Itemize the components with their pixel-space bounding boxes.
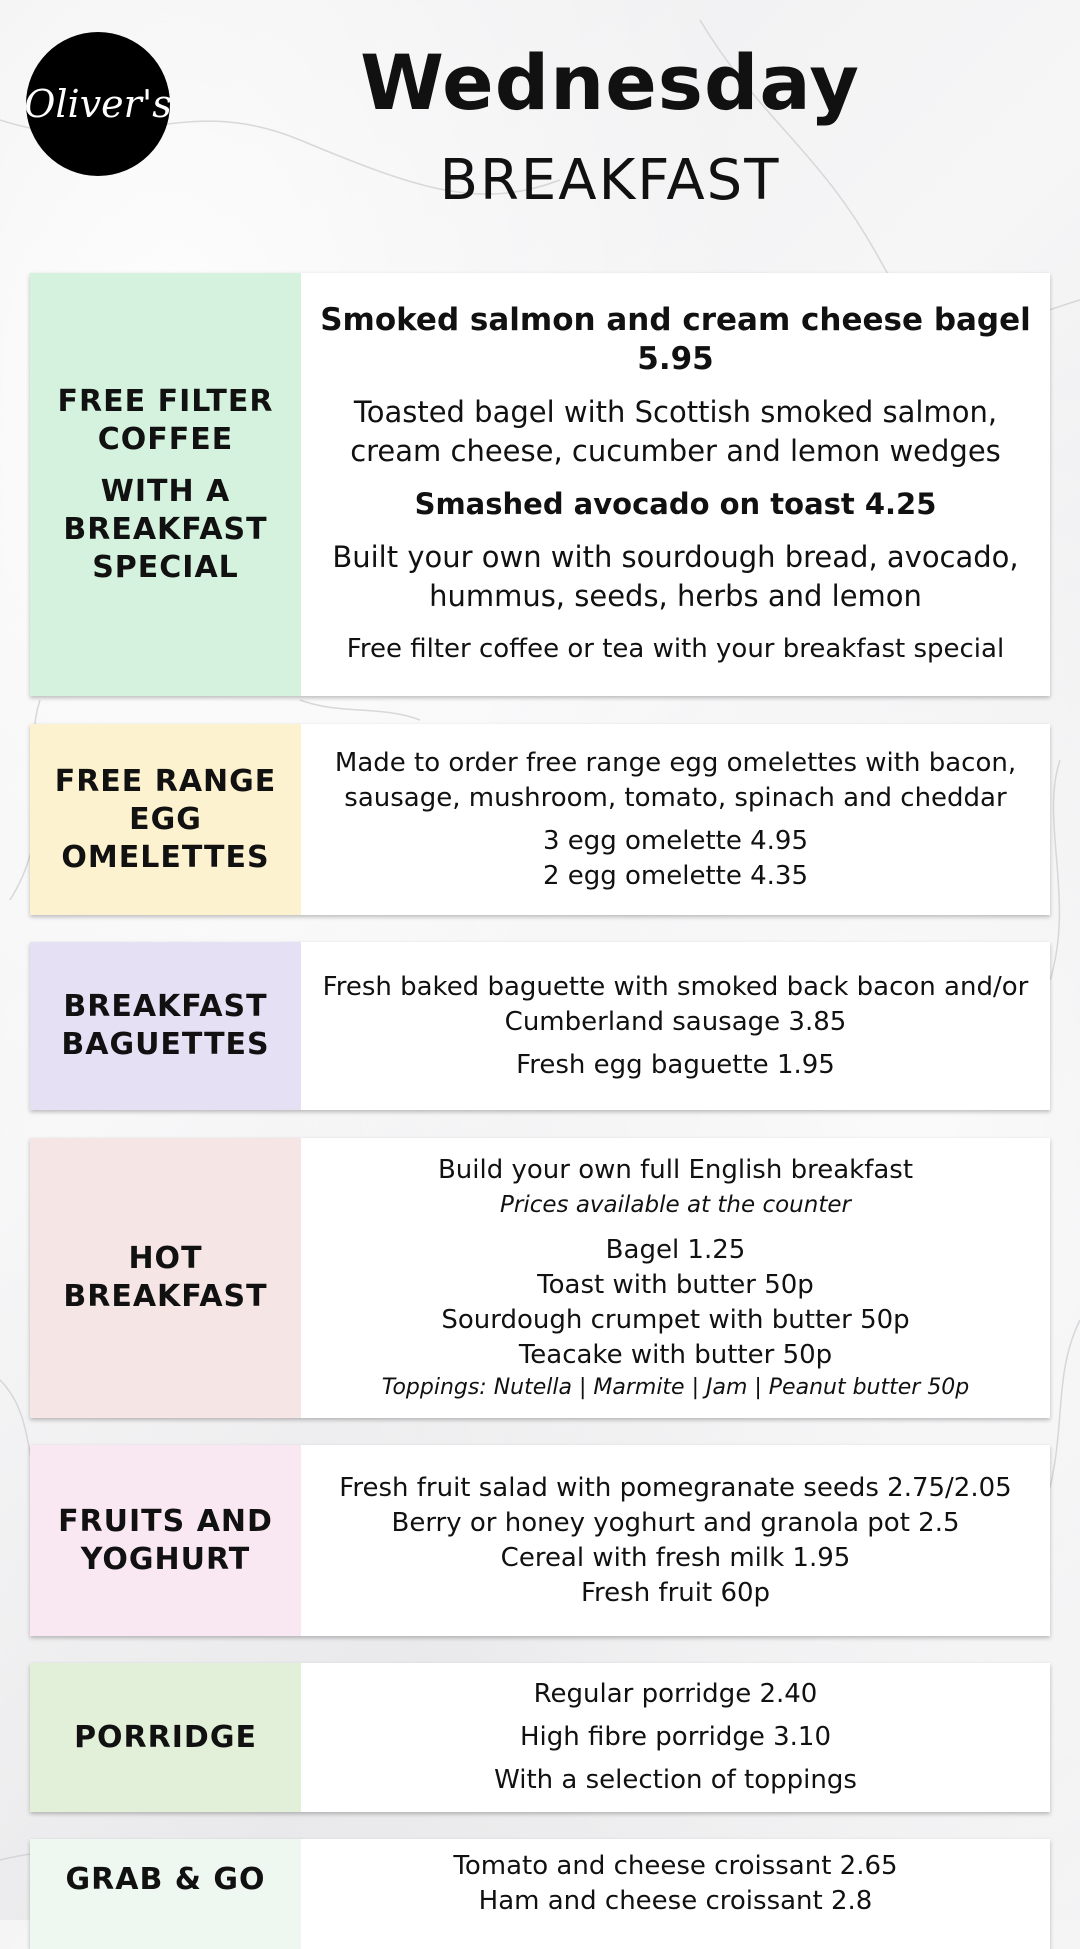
- menu-item-price: High fibre porridge 3.10: [520, 1722, 831, 1752]
- menu-item-description: cream cheese, cucumber and lemon wedges: [350, 433, 1001, 468]
- label-line: BAGUETTES: [61, 1027, 270, 1062]
- menu-item-price: Bagel 1.25: [605, 1235, 746, 1265]
- menu-item-price: Fresh fruit 60p: [580, 1577, 771, 1608]
- menu-item-description: Made to order free range egg omelettes with bacon,: [334, 747, 1017, 778]
- menu-item-description: Built your own with sourdough bread, avocado,: [332, 539, 1019, 574]
- menu-item-description: Cumberland sausage 3.85: [504, 1006, 847, 1037]
- menu-item-description: Fresh baked baguette with smoked back bacon and/or: [322, 971, 1029, 1002]
- section-porridge: [30, 1663, 1050, 1812]
- menu-item-price: 3 egg omelette 4.95: [542, 825, 809, 856]
- section-label: [30, 724, 301, 915]
- section-fruits-yoghurt: [30, 1445, 1050, 1636]
- section-hot-breakfast: [30, 1138, 1050, 1418]
- section-content: [301, 273, 1050, 696]
- label-line: PORRIDGE: [74, 1719, 257, 1755]
- section-omelettes: [30, 724, 1050, 915]
- menu-item-price: 2 egg omelette 4.35: [542, 860, 809, 891]
- menu-item-title: Smashed avocado on toast 4.25: [414, 486, 937, 521]
- label-line: FREE FILTER: [57, 383, 274, 419]
- menu-item-price: Regular porridge 2.40: [533, 1679, 818, 1709]
- section-breakfast-special: [30, 273, 1050, 696]
- label-line: BREAKFAST: [63, 511, 268, 547]
- menu-item-description: Build your own full English breakfast: [437, 1155, 914, 1185]
- label-line: EGG: [129, 801, 202, 837]
- menu-note: Free filter coffee or tea with your breakfast special: [346, 633, 1005, 664]
- label-line: SPECIAL: [92, 549, 239, 585]
- section-label: [30, 273, 301, 696]
- menu-item-description: hummus, seeds, herbs and lemon: [429, 578, 922, 613]
- menu-item-price: Fresh egg baguette 1.95: [516, 1049, 835, 1080]
- menu-item-price: Sourdough crumpet with butter 50p: [441, 1305, 910, 1335]
- menu-item-price: Toast with butter 50p: [537, 1270, 814, 1300]
- label-line: OMELETTES: [61, 839, 270, 875]
- section-content: [301, 942, 1050, 1110]
- menu-note: Toppings: Nutella | Marmite | Jam | Peanut butter 50p: [381, 1375, 970, 1400]
- section-content: [301, 1445, 1050, 1636]
- menu-item-price: Berry or honey yoghurt and granola pot 2.5: [391, 1507, 960, 1538]
- menu-item-price: Ham and cheese croissant 2.8: [478, 1886, 873, 1916]
- menu-item-price: Teacake with butter 50p: [518, 1340, 833, 1370]
- label-line: YOGHURT: [80, 1541, 251, 1577]
- section-content: [301, 1839, 1050, 1949]
- label-line: BREAKFAST: [63, 989, 268, 1024]
- section-content: [301, 1663, 1050, 1812]
- section-label: [30, 1663, 301, 1812]
- label-line: WITH A: [100, 473, 231, 509]
- menu-item-description: sausage, mushroom, tomato, spinach and cheddar: [344, 782, 1007, 813]
- section-label: [30, 1839, 301, 1949]
- section-content: [301, 724, 1050, 915]
- section-grab-and-go: [30, 1839, 1050, 1949]
- section-content: [301, 1138, 1050, 1418]
- meal-subtitle: BREAKFAST: [439, 148, 781, 213]
- section-label: [30, 942, 301, 1110]
- label-line: FRUITS AND: [58, 1503, 273, 1539]
- section-baguettes: [30, 942, 1050, 1110]
- menu-item-title: Smoked salmon and cream cheese bagel 5.95: [320, 301, 1031, 377]
- menu-item-price: Fresh fruit salad with pomegranate seeds 2.75/2.05: [339, 1472, 1012, 1503]
- label-line: COFFEE: [97, 421, 234, 457]
- page-title: Wednesday: [360, 38, 860, 127]
- menu-note: Prices available at the counter: [500, 1192, 851, 1218]
- menu-item-description: With a selection of toppings: [494, 1765, 857, 1795]
- menu-item-description: Toasted bagel with Scottish smoked salmon,: [353, 394, 998, 429]
- menu-item-price: Cereal with fresh milk 1.95: [500, 1542, 851, 1573]
- menu-item-price: Tomato and cheese croissant 2.65: [453, 1851, 898, 1881]
- label-line: HOT: [128, 1241, 203, 1276]
- label-line: BREAKFAST: [63, 1279, 268, 1314]
- section-label: [30, 1445, 301, 1636]
- label-line: GRAB & GO: [65, 1862, 266, 1897]
- label-line: FREE RANGE: [54, 763, 277, 799]
- brand-logo: Oliver's: [26, 32, 170, 176]
- section-label: [30, 1138, 301, 1418]
